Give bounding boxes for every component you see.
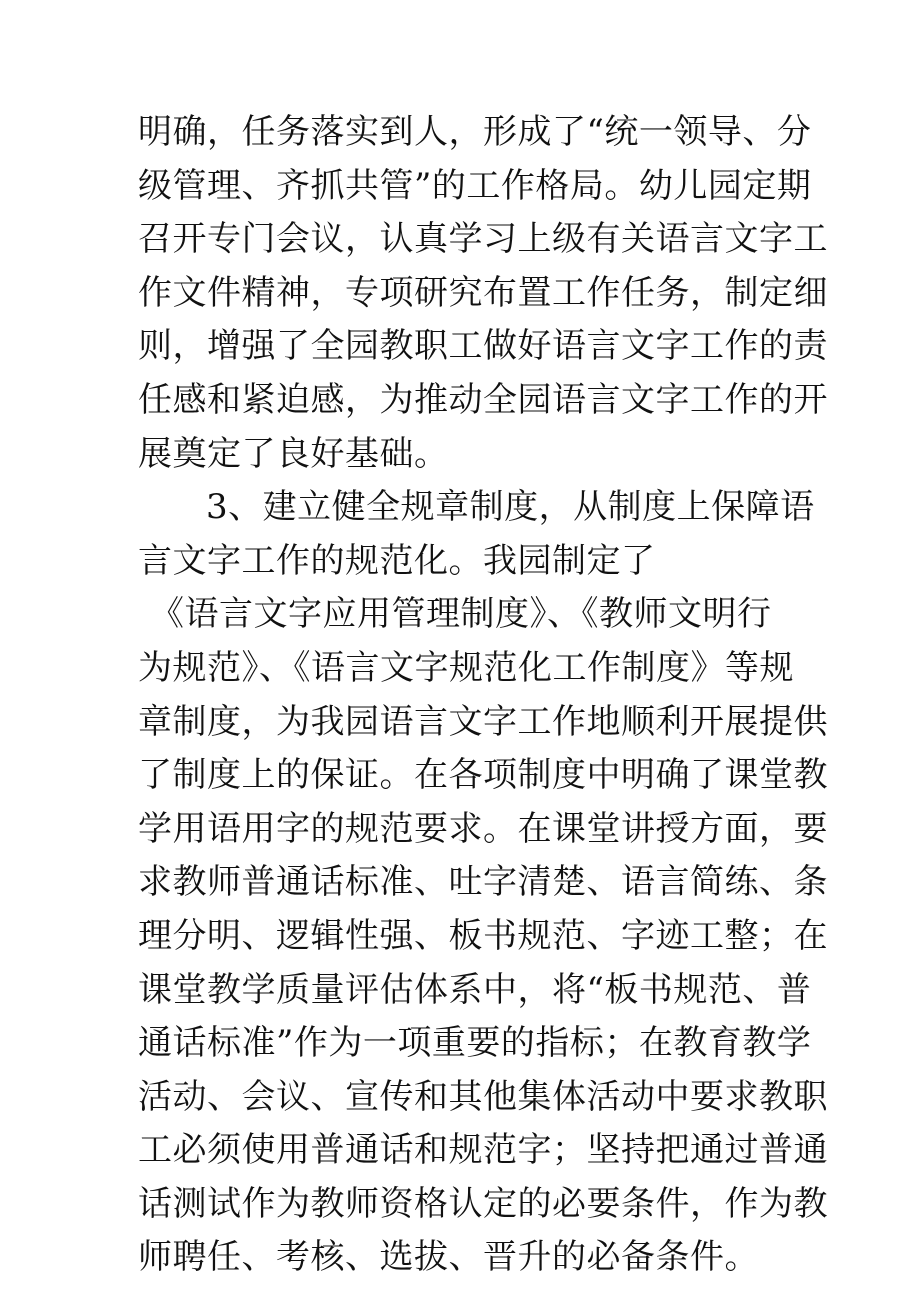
- text-line: 通话标准”作为一项重要的指标；在教育教学: [138, 1023, 812, 1064]
- text-line: 求教师普通话标准、吐字清楚、语言简练、条: [138, 862, 828, 903]
- text-line: 言文字工作的规范化。我园制定了: [138, 540, 656, 581]
- text-line: 《语言文字应用管理制度》、《教师文明行: [150, 594, 772, 635]
- section-3-heading-line: 3、建立健全规章制度，从制度上保障语: [206, 487, 815, 528]
- text-line: 学用语用字的规范要求。在课堂讲授方面，要: [138, 808, 828, 849]
- text-line: 召开专门会议，认真学习上级有关语言文字工: [138, 219, 828, 260]
- text-line: 师聘任、考核、选拔、晋升的必备条件。: [138, 1237, 759, 1278]
- text-line: 展奠定了良好基础。: [138, 433, 449, 474]
- text-line: 活动、会议、宣传和其他集体活动中要求教职: [138, 1076, 828, 1117]
- text-line: 章制度，为我园语言文字工作地顺利开展提供: [138, 701, 828, 742]
- text-line: 为规范》、《语言文字规范化工作制度》等规: [138, 647, 794, 688]
- text-line: 话测试作为教师资格认定的必要条件，作为教: [138, 1183, 828, 1224]
- text-line: 级管理、齐抓共管”的工作格局。幼儿园定期: [138, 165, 812, 206]
- text-line: 理分明、逻辑性强、板书规范、字迹工整；在: [138, 915, 828, 956]
- text-line: 则，增强了全园教职工做好语言文字工作的责: [138, 326, 828, 367]
- text-line: 明确，任务落实到人，形成了“统一领导、分: [138, 112, 812, 152]
- body-text: [138, 106, 828, 1285]
- text-line: 任感和紧迫感，为推动全园语言文字工作的开: [138, 379, 828, 420]
- text-line: 工必须使用普通话和规范字；坚持把通过普通: [138, 1130, 828, 1171]
- text-line: 了制度上的保证。在各项制度中明确了课堂教: [138, 755, 828, 796]
- text-line: 作文件精神，专项研究布置工作任务，制定细: [138, 272, 828, 313]
- text-line: 课堂教学质量评估体系中，将“板书规范、普: [138, 969, 812, 1010]
